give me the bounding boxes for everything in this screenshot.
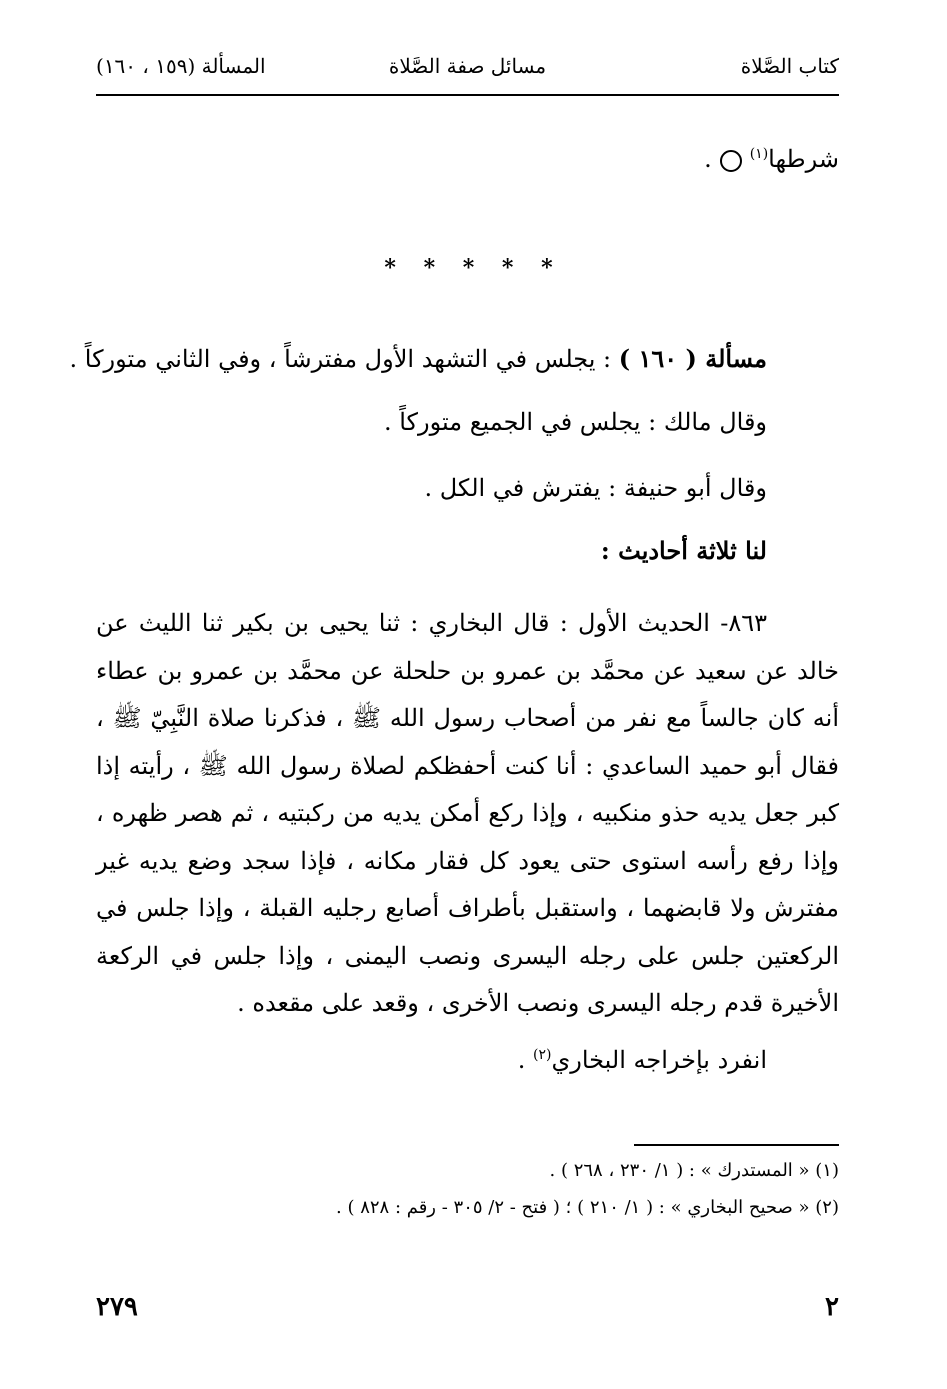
footnote-1: (١) « المستدرك » : ( ١/ ٢٣٠ ، ٢٦٨ ) . xyxy=(549,1160,839,1181)
conclusion-end: . xyxy=(517,1046,526,1074)
continued-text: شرطها xyxy=(768,145,839,173)
malik-opinion: وقال مالك : يجلس في الجميع متوركاً . xyxy=(383,408,767,436)
footnote-2: (٢) « صحيح البخاري » : ( ١/ ٢١٠ ) ؛ ( فتح - ٢/ ٣٠٥ - رقم : ٨٢٨ ) . xyxy=(336,1197,839,1218)
header-chapter-title: مسائل صفة الصَّلاة xyxy=(388,54,547,78)
volume-number: ٢ xyxy=(825,1292,839,1322)
footnote-ref-2: (٢) xyxy=(533,1047,552,1063)
issue-statement: : يجلس في التشهد الأول مفترشاً ، وفي الثاني متوركاً . xyxy=(69,345,619,373)
running-header xyxy=(96,40,839,90)
evidence-heading: لنا ثلاثة أحاديث : xyxy=(600,536,767,565)
continued-line xyxy=(704,145,839,174)
hadith-paragraph xyxy=(96,600,839,1028)
circle-marker-icon xyxy=(720,150,742,172)
footnote-divider xyxy=(634,1144,839,1146)
abu-hanifa-opinion: وقال أبو حنيفة : يفترش في الكل . xyxy=(424,474,767,502)
header-divider xyxy=(96,94,839,96)
section-separator: * * * * * xyxy=(384,255,563,281)
conclusion-text: انفرد بإخراجه البخاري xyxy=(551,1046,767,1074)
hadith-body: خالد عن سعيد عن محمَّد بن عمرو بن حلحلة عن محمَّد بن عمرو بن عطاء أنه كان جالساً مع نفر من أصحاب رسول الله ﷺ ، فذكرنا صلاة النَّبِيّ ﷺ ، فقال أبو حميد الساعدي : أنا كنت أحفظكم لصلاة رسول الله ﷺ ، رأيته إذا كبر جعل يديه حذو منكبيه ، وإذا ركع أمكن يديه من ركبتيه ، ثم هصر ظهره ، وإذا رفع رأسه استوى حتى يعود كل فقار مكانه ، فإذا سجد وضع يديه غير مفترش ولا قابضهما ، واستقبل بأطراف أصابع رجليه القبلة ، وإذا جلس في الركعتين جلس على رجله اليسرى ونصب اليمنى ، وإذا جلس في الركعة الأخيرة قدم رجله اليسرى ونصب الأخرى ، وقعد على مقعده . xyxy=(96,656,840,1017)
issue-line xyxy=(70,345,767,374)
hadith-first-line: ٨٦٣- الحديث الأول : قال البخاري : ثنا يحيى بن بكير ثنا الليث عن xyxy=(96,609,767,637)
page-number: ٢٧٩ xyxy=(96,1292,138,1322)
conclusion-line xyxy=(518,1046,767,1075)
continued-end: . xyxy=(704,145,712,173)
header-issue-range: المسألة (١٥٩ ، ١٦٠) xyxy=(96,54,266,78)
header-book-title: كتاب الصَّلاة xyxy=(740,54,839,78)
issue-number: مسألة ( ١٦٠ ) xyxy=(618,344,767,373)
footnote-ref-1: (١) xyxy=(749,146,769,162)
